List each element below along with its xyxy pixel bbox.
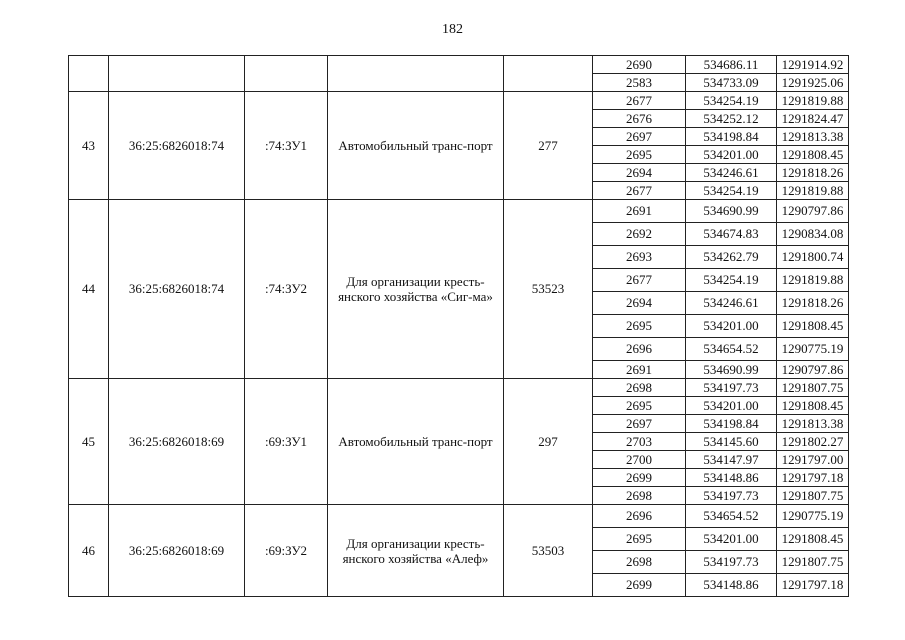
- point-number: 2695: [593, 397, 686, 415]
- table-row: [69, 379, 849, 397]
- y-coordinate: 1291797.18: [777, 469, 849, 487]
- cadastral-number: 36:25:6826018:74: [109, 200, 245, 379]
- x-coordinate: 534654.52: [686, 505, 777, 528]
- land-plot-coordinates-table: [68, 55, 849, 597]
- y-coordinate: 1291808.45: [777, 397, 849, 415]
- row-number-empty: [69, 56, 109, 92]
- permitted-use-empty: [328, 56, 504, 92]
- x-coordinate: 534148.86: [686, 574, 777, 597]
- y-coordinate: 1291925.06: [777, 74, 849, 92]
- permitted-use: Автомобильный транс-порт: [328, 92, 504, 200]
- table-row: [69, 505, 849, 528]
- x-coordinate: 534147.97: [686, 451, 777, 469]
- y-coordinate: 1291819.88: [777, 269, 849, 292]
- point-number: 2693: [593, 246, 686, 269]
- row-number: 45: [69, 379, 109, 505]
- point-number: 2700: [593, 451, 686, 469]
- x-coordinate: 534197.73: [686, 487, 777, 505]
- x-coordinate: 534148.86: [686, 469, 777, 487]
- point-number: 2677: [593, 182, 686, 200]
- x-coordinate: 534262.79: [686, 246, 777, 269]
- cadastral-number-empty: [109, 56, 245, 92]
- y-coordinate: 1291818.26: [777, 164, 849, 182]
- point-number: 2695: [593, 146, 686, 164]
- x-coordinate: 534254.19: [686, 182, 777, 200]
- y-coordinate: 1291808.45: [777, 528, 849, 551]
- point-number: 2698: [593, 379, 686, 397]
- point-number: 2698: [593, 551, 686, 574]
- y-coordinate: 1290775.19: [777, 338, 849, 361]
- x-coordinate: 534246.61: [686, 292, 777, 315]
- x-coordinate: 534201.00: [686, 315, 777, 338]
- y-coordinate: 1291797.18: [777, 574, 849, 597]
- table-row: [69, 56, 849, 74]
- x-coordinate: 534674.83: [686, 223, 777, 246]
- y-coordinate: 1291797.00: [777, 451, 849, 469]
- x-coordinate: 534246.61: [686, 164, 777, 182]
- x-coordinate: 534254.19: [686, 269, 777, 292]
- point-number: 2695: [593, 315, 686, 338]
- row-number: 44: [69, 200, 109, 379]
- point-number: 2696: [593, 505, 686, 528]
- plot-area: 53523: [504, 200, 593, 379]
- point-number: 2583: [593, 74, 686, 92]
- plot-label: :74:ЗУ2: [245, 200, 328, 379]
- point-number: 2694: [593, 164, 686, 182]
- plot-area: 53503: [504, 505, 593, 597]
- permitted-use: Для организации кресть-янского хозяйства «Сиг-ма»: [328, 200, 504, 379]
- x-coordinate: 534145.60: [686, 433, 777, 451]
- point-number: 2696: [593, 338, 686, 361]
- point-number: 2697: [593, 128, 686, 146]
- x-coordinate: 534197.73: [686, 379, 777, 397]
- point-number: 2676: [593, 110, 686, 128]
- y-coordinate: 1291813.38: [777, 128, 849, 146]
- plot-label: :69:ЗУ1: [245, 379, 328, 505]
- point-number: 2697: [593, 415, 686, 433]
- point-number: 2699: [593, 574, 686, 597]
- y-coordinate: 1291807.75: [777, 379, 849, 397]
- y-coordinate: 1291807.75: [777, 487, 849, 505]
- plot-label-empty: [245, 56, 328, 92]
- point-number: 2677: [593, 92, 686, 110]
- point-number: 2699: [593, 469, 686, 487]
- plot-area: 297: [504, 379, 593, 505]
- x-coordinate: 534654.52: [686, 338, 777, 361]
- x-coordinate: 534198.84: [686, 128, 777, 146]
- y-coordinate: 1291819.88: [777, 92, 849, 110]
- point-number: 2703: [593, 433, 686, 451]
- permitted-use: Автомобильный транс-порт: [328, 379, 504, 505]
- table-row: [69, 92, 849, 110]
- y-coordinate: 1291813.38: [777, 415, 849, 433]
- y-coordinate: 1291818.26: [777, 292, 849, 315]
- plot-area-empty: [504, 56, 593, 92]
- row-number: 43: [69, 92, 109, 200]
- x-coordinate: 534254.19: [686, 92, 777, 110]
- y-coordinate: 1291914.92: [777, 56, 849, 74]
- y-coordinate: 1291819.88: [777, 182, 849, 200]
- y-coordinate: 1290834.08: [777, 223, 849, 246]
- x-coordinate: 534690.99: [686, 200, 777, 223]
- row-number: 46: [69, 505, 109, 597]
- point-number: 2692: [593, 223, 686, 246]
- x-coordinate: 534197.73: [686, 551, 777, 574]
- y-coordinate: 1291802.27: [777, 433, 849, 451]
- cadastral-number: 36:25:6826018:74: [109, 92, 245, 200]
- y-coordinate: 1290797.86: [777, 200, 849, 223]
- x-coordinate: 534252.12: [686, 110, 777, 128]
- point-number: 2690: [593, 56, 686, 74]
- x-coordinate: 534201.00: [686, 528, 777, 551]
- y-coordinate: 1290797.86: [777, 361, 849, 379]
- table-row: [69, 200, 849, 223]
- plot-area: 277: [504, 92, 593, 200]
- y-coordinate: 1291807.75: [777, 551, 849, 574]
- y-coordinate: 1291808.45: [777, 146, 849, 164]
- point-number: 2698: [593, 487, 686, 505]
- plot-label: :74:ЗУ1: [245, 92, 328, 200]
- y-coordinate: 1291824.47: [777, 110, 849, 128]
- page-number: 182: [442, 22, 463, 37]
- cadastral-number: 36:25:6826018:69: [109, 379, 245, 505]
- x-coordinate: 534201.00: [686, 146, 777, 164]
- y-coordinate: 1290775.19: [777, 505, 849, 528]
- y-coordinate: 1291808.45: [777, 315, 849, 338]
- x-coordinate: 534690.99: [686, 361, 777, 379]
- permitted-use: Для организации кресть-янского хозяйства «Алеф»: [328, 505, 504, 597]
- point-number: 2677: [593, 269, 686, 292]
- x-coordinate: 534686.11: [686, 56, 777, 74]
- cadastral-number: 36:25:6826018:69: [109, 505, 245, 597]
- point-number: 2695: [593, 528, 686, 551]
- x-coordinate: 534201.00: [686, 397, 777, 415]
- x-coordinate: 534198.84: [686, 415, 777, 433]
- table-body: [69, 56, 849, 597]
- x-coordinate: 534733.09: [686, 74, 777, 92]
- point-number: 2691: [593, 361, 686, 379]
- point-number: 2694: [593, 292, 686, 315]
- plot-label: :69:ЗУ2: [245, 505, 328, 597]
- point-number: 2691: [593, 200, 686, 223]
- y-coordinate: 1291800.74: [777, 246, 849, 269]
